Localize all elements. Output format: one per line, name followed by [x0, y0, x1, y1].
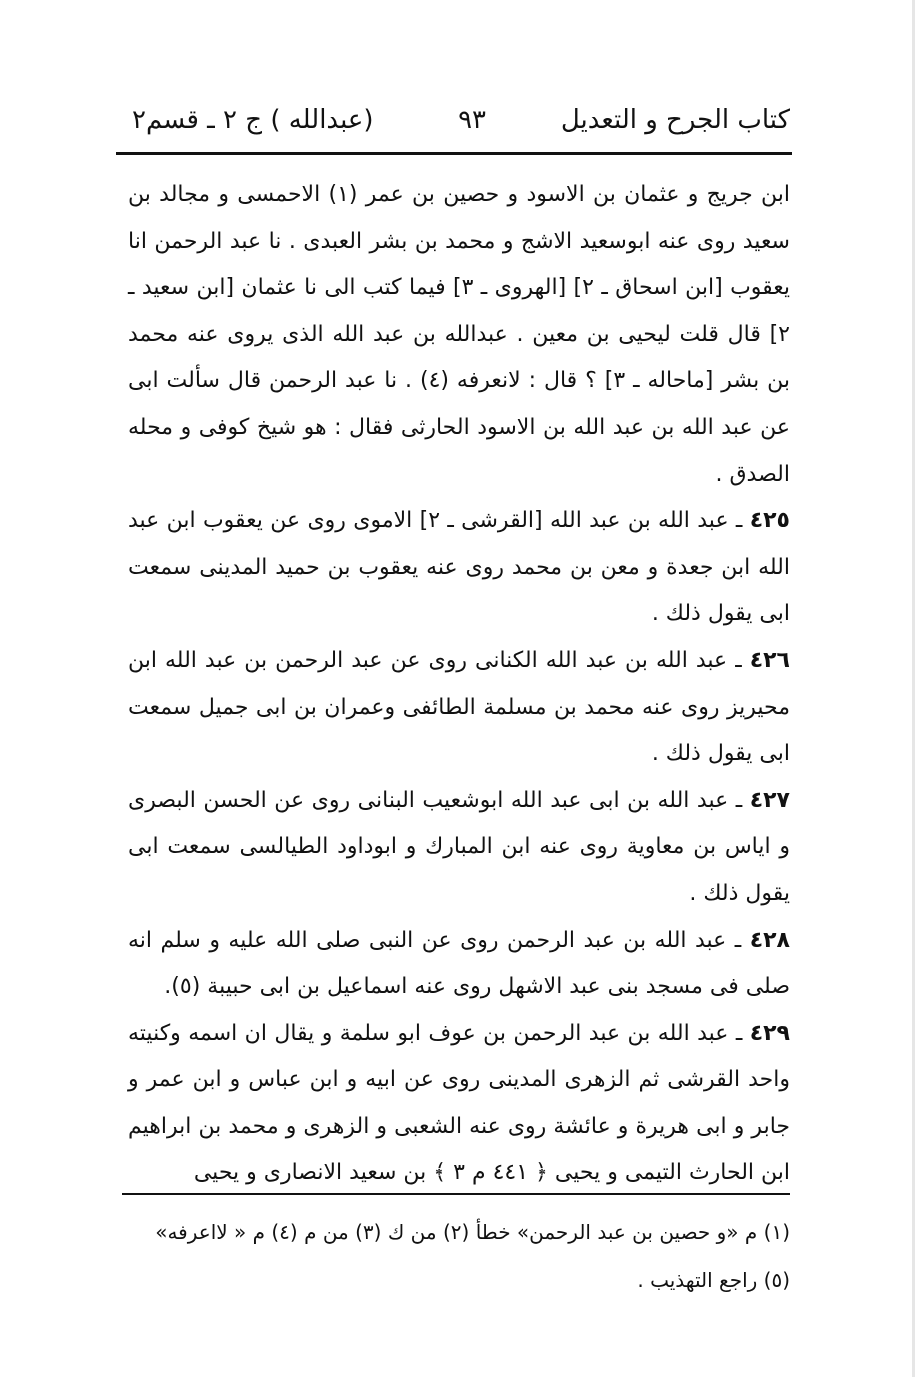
section-label: (عبدالله ) ج ٢ ـ قسم٢ — [132, 105, 374, 135]
entry-number: ٤٢٧ — [749, 787, 790, 813]
entry-428 — [128, 918, 790, 1011]
footnote-line: (٥) راجع التهذيب . — [637, 1268, 790, 1292]
entry-number: ٤٢٦ — [749, 647, 790, 673]
main-text — [128, 172, 790, 1197]
footnote-rule — [122, 1193, 790, 1195]
entry-text: ـ عبد الله بن عبد الرحمن بن عوف ابو سلمة و يقال ان اسمه وكنيته واحد القرشى ثم الزهرى المدينى روى عن ابيه و ابن عباس و ابن عمر و جابر و ابى هريرة و عائشة روى عنه الشعبى و الزهرى و محمد بن ابراهيم ابن الحارث التيمى و يحيى ﴿ ٤٤١ م ٣ ﴾ بن سعيد الانصارى و يحيى — [128, 1020, 790, 1186]
entry-text: ـ عبد الله بن عبد الله الكنانى روى عن عبد الرحمن بن عبد الله ابن محيريز روى عنه محمد بن مسلمة الطائفى وعمران بن ابى جميل سمعت ابى يقول ذلك . — [128, 647, 790, 767]
entry-text: ـ عبد الله بن عبد الرحمن روى عن النبى صلى الله عليه و سلم انه صلى فى مسجد بنى عبد الاشهل روى عنه اسماعيل بن ابى حبيبة (٥). — [128, 927, 790, 1000]
footnote-line: (١) م «و حصين بن عبد الرحمن» خطأ (٢) من ك (٣) من م (٤) م « لااعرفه» — [155, 1220, 790, 1244]
page-header — [118, 100, 790, 150]
entry-text: ـ عبد الله بن عبد الله [القرشى ـ ٢] الاموى روى عن يعقوب ابن عبد الله ابن جعدة و معن بن محمد روى عنه يعقوب بن حميد المدينى سمعت ابى يقول ذلك . — [128, 508, 790, 627]
entry-425 — [128, 498, 790, 638]
entry-number: ٤٢٨ — [749, 927, 790, 953]
header-rule — [116, 152, 792, 155]
entry-426 — [128, 638, 790, 778]
entry-number: ٤٢٩ — [749, 1020, 790, 1046]
book-title: كتاب الجرح و التعديل — [560, 105, 790, 135]
page-number: ٩٣ — [458, 105, 486, 135]
entry-427 — [128, 778, 790, 918]
entry-number: ٤٢٥ — [749, 508, 790, 534]
footnotes — [122, 1208, 790, 1304]
entry-text: ـ عبد الله بن ابى عبد الله ابوشعيب البنانى روى عن الحسن البصرى و اياس بن معاوية روى عنه ابن المبارك و ابوداود الطيالسى سمعت ابى يقول ذلك . — [128, 787, 790, 906]
continuation-paragraph: ابن جريج و عثمان بن الاسود و حصين بن عمر (١) الاحمسى و مجالد بن سعيد روى عنه ابوسعيد الاشج و محمد بن بشر العبدى . نا عبد الرحمن انا يعقوب [ابن اسحاق ـ ٢] [الهروى ـ ٣] فيما كتب الى نا عثمان [ابن سعيد ـ ٢] قال قلت ليحيى بن معين . عبدالله بن عبد الله الذى يروى عنه محمد بن بشر [ماحاله ـ ٣] ؟ قال : لانعرفه (٤) . نا عبد الرحمن قال سألت ابى عن عبد الله بن عبد الله بن الاسود الحارثى فقال : هو شيخ كوفى و محله الصدق . — [128, 182, 791, 487]
entry-429 — [128, 1011, 790, 1197]
